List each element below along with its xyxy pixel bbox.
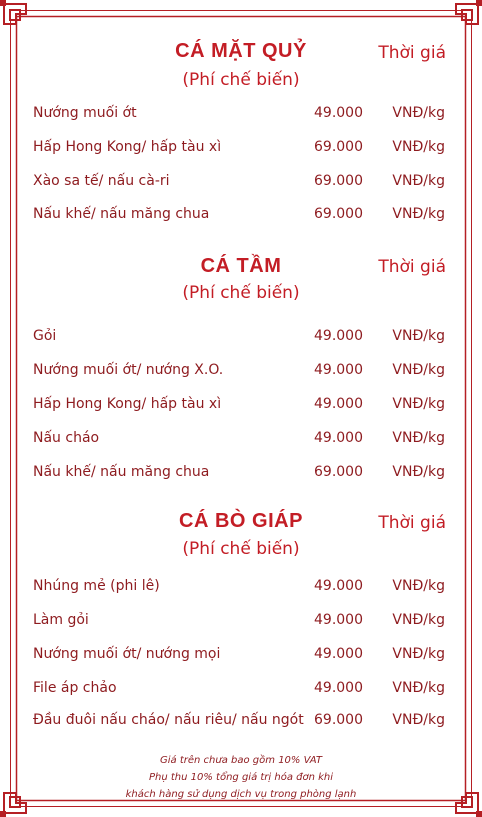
item-name: Nhúng mẻ (phi lê) xyxy=(33,578,160,594)
item-price: 69.000 xyxy=(314,139,363,155)
item-unit: VNĐ/kg xyxy=(392,464,445,480)
item-name: Nướng muối ớt/ nướng X.O. xyxy=(33,362,224,378)
item-name: Nấu cháo xyxy=(33,430,100,446)
section-subtitle: (Phí chế biến) xyxy=(182,70,300,90)
item-name: Nướng muối ớt/ nướng mọi xyxy=(33,646,221,662)
menu-item xyxy=(0,646,482,668)
item-name: Hấp Hong Kong/ hấp tàu xì xyxy=(33,396,222,412)
item-unit: VNĐ/kg xyxy=(392,680,445,696)
menu-item xyxy=(0,464,482,486)
item-price: 49.000 xyxy=(314,680,363,696)
item-name: Hấp Hong Kong/ hấp tàu xì xyxy=(33,139,222,155)
item-price: 49.000 xyxy=(314,430,363,446)
item-name: Nấu khế/ nấu măng chua xyxy=(33,464,210,480)
menu-item xyxy=(0,173,482,195)
item-price: 69.000 xyxy=(314,464,363,480)
item-unit: VNĐ/kg xyxy=(392,105,445,121)
footer-line-cold-room: khách hàng sử dụng dịch vụ trong phòng lạnh xyxy=(125,789,357,800)
item-unit: VNĐ/kg xyxy=(392,712,445,728)
item-price: 69.000 xyxy=(314,712,363,728)
item-name: Gỏi xyxy=(33,328,57,344)
item-unit: VNĐ/kg xyxy=(392,430,445,446)
item-name: Xào sa tế/ nấu cà-ri xyxy=(33,173,170,189)
section-title: CÁ TẦM xyxy=(200,255,282,277)
section-title: CÁ BÒ GIÁP xyxy=(179,510,303,532)
item-price: 49.000 xyxy=(314,105,363,121)
footer-line-vat: Giá trên chưa bao gồm 10% VAT xyxy=(160,755,322,766)
menu-item xyxy=(0,206,482,228)
item-name: Đầu đuôi nấu cháo/ nấu riêu/ nấu ngót xyxy=(33,712,304,728)
item-price: 69.000 xyxy=(314,206,363,222)
section-title: CÁ MẶT QUỶ xyxy=(175,40,307,62)
menu-item xyxy=(0,430,482,452)
item-price: 69.000 xyxy=(314,173,363,189)
item-unit: VNĐ/kg xyxy=(392,362,445,378)
item-name: Nấu khế/ nấu măng chua xyxy=(33,206,210,222)
section-subtitle: (Phí chế biến) xyxy=(182,539,300,559)
footer-line-surcharge: Phụ thu 10% tổng giá trị hóa đơn khi xyxy=(148,772,334,783)
price-label: Thời giá xyxy=(378,43,446,63)
item-unit: VNĐ/kg xyxy=(392,396,445,412)
item-unit: VNĐ/kg xyxy=(392,578,445,594)
item-price: 49.000 xyxy=(314,362,363,378)
item-unit: VNĐ/kg xyxy=(392,139,445,155)
menu-item xyxy=(0,139,482,161)
menu-item xyxy=(0,105,482,127)
price-label: Thời giá xyxy=(378,257,446,277)
menu-item xyxy=(0,680,482,702)
menu-item xyxy=(0,362,482,384)
item-price: 49.000 xyxy=(314,396,363,412)
item-price: 49.000 xyxy=(314,612,363,628)
item-name: File áp chảo xyxy=(33,680,117,696)
menu-item xyxy=(0,578,482,600)
item-unit: VNĐ/kg xyxy=(392,206,445,222)
menu-item xyxy=(0,612,482,634)
price-label: Thời giá xyxy=(378,513,446,533)
item-name: Nướng muối ớt xyxy=(33,105,137,121)
menu-item xyxy=(0,328,482,350)
menu-item xyxy=(0,396,482,418)
item-name: Làm gỏi xyxy=(33,612,89,628)
item-price: 49.000 xyxy=(314,578,363,594)
item-unit: VNĐ/kg xyxy=(392,646,445,662)
menu-item xyxy=(0,712,482,734)
footer-note xyxy=(0,752,482,803)
item-unit: VNĐ/kg xyxy=(392,612,445,628)
item-unit: VNĐ/kg xyxy=(392,328,445,344)
item-price: 49.000 xyxy=(314,646,363,662)
item-unit: VNĐ/kg xyxy=(392,173,445,189)
item-price: 49.000 xyxy=(314,328,363,344)
section-subtitle: (Phí chế biến) xyxy=(182,283,300,303)
